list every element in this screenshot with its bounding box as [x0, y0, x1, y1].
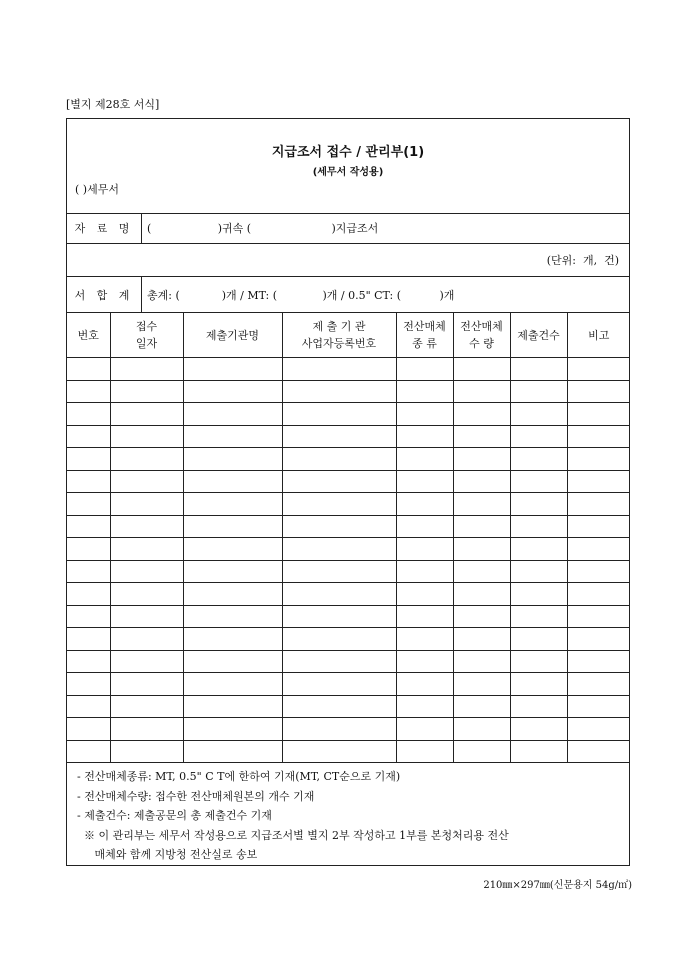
table-cell — [110, 403, 183, 426]
col-header: 접수 일자 — [110, 313, 183, 358]
table-cell — [282, 448, 396, 471]
table-cell — [110, 560, 183, 583]
table-cell — [396, 718, 453, 741]
table-cell — [67, 695, 110, 718]
table-cell — [453, 628, 510, 651]
table-row — [67, 515, 630, 538]
table-cell — [67, 403, 110, 426]
table-cell — [453, 650, 510, 673]
table-cell — [567, 470, 630, 493]
table-cell — [453, 605, 510, 628]
table-cell — [110, 650, 183, 673]
table-cell — [282, 380, 396, 403]
table-cell — [183, 493, 282, 516]
table-cell — [567, 358, 630, 381]
table-cell — [183, 425, 282, 448]
table-cell — [282, 605, 396, 628]
table-cell — [183, 538, 282, 561]
form-subtitle: (세무서 작성용) — [312, 167, 384, 178]
table-cell — [183, 448, 282, 471]
summary-row — [67, 277, 629, 313]
table-cell — [110, 493, 183, 516]
table-cell — [110, 380, 183, 403]
table-cell — [183, 583, 282, 606]
table-cell — [567, 650, 630, 673]
table-cell — [567, 605, 630, 628]
table-cell — [510, 515, 567, 538]
col-header: 전산매체 종 류 — [396, 313, 453, 358]
table-cell — [183, 605, 282, 628]
table-row — [67, 695, 630, 718]
table-cell — [510, 605, 567, 628]
table-cell — [396, 560, 453, 583]
table-cell — [453, 380, 510, 403]
table-cell — [67, 740, 110, 763]
table-cell — [282, 358, 396, 381]
table-cell — [282, 538, 396, 561]
table-cell — [453, 493, 510, 516]
table-cell — [453, 583, 510, 606]
table-cell — [453, 403, 510, 426]
table-row — [67, 538, 630, 561]
table-cell — [110, 358, 183, 381]
table-cell — [453, 560, 510, 583]
table-cell — [396, 470, 453, 493]
table-cell — [567, 628, 630, 651]
table-cell — [110, 515, 183, 538]
note-line: - 전산매체수량: 접수한 전산매체원본의 개수 기재 — [77, 789, 315, 803]
table-row — [67, 583, 630, 606]
table-cell — [510, 583, 567, 606]
table-cell — [110, 740, 183, 763]
table-cell — [282, 470, 396, 493]
table-cell — [396, 538, 453, 561]
table-cell — [183, 695, 282, 718]
table-row — [67, 470, 630, 493]
table-cell — [453, 538, 510, 561]
table-cell — [510, 425, 567, 448]
table-row — [67, 605, 630, 628]
table-cell — [67, 493, 110, 516]
col-header: 제출건수 — [510, 313, 567, 358]
table-cell — [183, 380, 282, 403]
table-cell — [567, 448, 630, 471]
table-cell — [282, 425, 396, 448]
table-cell — [110, 448, 183, 471]
table-cell — [567, 673, 630, 696]
table-cell — [510, 358, 567, 381]
table-cell — [282, 403, 396, 426]
table-row — [67, 380, 630, 403]
note-line: - 전산매체종류: MT, 0.5" C T에 한하여 기재(MT, CT순으로 기재) — [77, 770, 401, 783]
table-cell — [510, 403, 567, 426]
table-cell — [110, 470, 183, 493]
table-cell — [510, 470, 567, 493]
table-cell — [67, 380, 110, 403]
table-cell — [453, 718, 510, 741]
summary-value: 총계: ( )개 / MT: ( )개 / 0.5" CT: ( )개 — [147, 288, 455, 302]
tax-office-line: ( )세무서 — [75, 183, 119, 196]
table-cell — [396, 403, 453, 426]
table-cell — [453, 425, 510, 448]
table-cell — [282, 583, 396, 606]
table-cell — [567, 740, 630, 763]
table-cell — [510, 560, 567, 583]
table-row — [67, 358, 630, 381]
table-cell — [396, 740, 453, 763]
table-cell — [183, 515, 282, 538]
table-cell — [453, 673, 510, 696]
table-row — [67, 650, 630, 673]
table-cell — [453, 358, 510, 381]
table-cell — [110, 673, 183, 696]
table-cell — [67, 583, 110, 606]
register-form — [66, 118, 630, 866]
form-title: 지급조서 접수 / 관리부(1) — [271, 145, 425, 160]
table-cell — [510, 493, 567, 516]
table-cell — [567, 695, 630, 718]
table-row — [67, 403, 630, 426]
table-cell — [567, 403, 630, 426]
table-cell — [282, 673, 396, 696]
table-cell — [510, 650, 567, 673]
table-cell — [510, 538, 567, 561]
material-name-value: ( )귀속 ( )지급조서 — [147, 222, 379, 235]
table-cell — [67, 673, 110, 696]
table-cell — [110, 718, 183, 741]
unit-row — [67, 244, 629, 277]
table-cell — [453, 470, 510, 493]
table-row — [67, 425, 630, 448]
table-cell — [453, 448, 510, 471]
table-cell — [396, 605, 453, 628]
col-header: 제 출 기 관 사업자등록번호 — [282, 313, 396, 358]
material-name-row — [67, 213, 629, 244]
table-row — [67, 673, 630, 696]
table-cell — [510, 718, 567, 741]
table-cell — [282, 740, 396, 763]
note-line: ※ 이 관리부는 세무서 작성용으로 지급조서별 별지 2부 작성하고 1부를 본청처리용 전산 — [77, 828, 509, 842]
table-cell — [567, 538, 630, 561]
table-cell — [510, 380, 567, 403]
table-cell — [282, 515, 396, 538]
table-cell — [183, 560, 282, 583]
summary-label: 서 합 계 — [67, 277, 142, 312]
form-number-label: [별지 제28호 서식] — [66, 98, 160, 111]
table-cell — [67, 425, 110, 448]
table-cell — [282, 628, 396, 651]
table-cell — [67, 470, 110, 493]
table-body — [67, 358, 630, 763]
table-cell — [282, 493, 396, 516]
table-cell — [567, 560, 630, 583]
table-cell — [510, 740, 567, 763]
table-cell — [110, 628, 183, 651]
table-cell — [567, 493, 630, 516]
table-cell — [396, 448, 453, 471]
table-cell — [282, 695, 396, 718]
table-cell — [567, 380, 630, 403]
table-cell — [67, 605, 110, 628]
table-cell — [567, 515, 630, 538]
col-header: 제출기관명 — [183, 313, 282, 358]
material-name-label: 자 료 명 — [67, 213, 142, 243]
table-cell — [183, 673, 282, 696]
note-line: - 제출건수: 제출공문의 총 제출건수 기재 — [77, 809, 272, 822]
note-line: 매체와 함께 지방청 전산실로 송보 — [77, 848, 258, 861]
table-cell — [183, 470, 282, 493]
table-cell — [453, 740, 510, 763]
table-cell — [183, 740, 282, 763]
col-header: 전산매체 수 량 — [453, 313, 510, 358]
table-cell — [282, 718, 396, 741]
table-row — [67, 718, 630, 741]
table-cell — [396, 695, 453, 718]
table-cell — [396, 650, 453, 673]
form-header — [67, 119, 629, 214]
table-cell — [67, 560, 110, 583]
table-cell — [110, 605, 183, 628]
paper-size-footer: 210㎜×297㎜(신문용지 54g/㎡) — [483, 880, 632, 891]
table-cell — [510, 628, 567, 651]
table-cell — [183, 650, 282, 673]
table-cell — [510, 448, 567, 471]
table-cell — [396, 358, 453, 381]
table-header-row — [67, 313, 630, 358]
table-cell — [567, 425, 630, 448]
table-cell — [510, 673, 567, 696]
col-header: 번호 — [67, 313, 110, 358]
table-cell — [453, 515, 510, 538]
table-cell — [67, 448, 110, 471]
table-cell — [67, 515, 110, 538]
table-cell — [396, 380, 453, 403]
table-cell — [396, 673, 453, 696]
table-cell — [396, 493, 453, 516]
table-cell — [453, 695, 510, 718]
table-cell — [67, 358, 110, 381]
table-row — [67, 448, 630, 471]
table-cell — [183, 358, 282, 381]
table-cell — [510, 695, 567, 718]
col-header: 비고 — [567, 313, 630, 358]
table-row — [67, 628, 630, 651]
notes — [77, 767, 509, 865]
table-cell — [110, 425, 183, 448]
table-cell — [67, 650, 110, 673]
table-cell — [282, 560, 396, 583]
table-cell — [396, 628, 453, 651]
table-row — [67, 560, 630, 583]
table-cell — [396, 515, 453, 538]
table-row — [67, 740, 630, 763]
receipt-table — [67, 313, 630, 763]
table-cell — [396, 583, 453, 606]
table-cell — [396, 425, 453, 448]
unit-text: (단위: 개, 건) — [546, 254, 619, 267]
table-cell — [183, 628, 282, 651]
table-cell — [67, 628, 110, 651]
table-cell — [67, 718, 110, 741]
table-cell — [110, 695, 183, 718]
table-cell — [110, 583, 183, 606]
table-cell — [110, 538, 183, 561]
table-cell — [183, 718, 282, 741]
table-cell — [282, 650, 396, 673]
table-cell — [567, 718, 630, 741]
table-cell — [67, 538, 110, 561]
table-row — [67, 493, 630, 516]
table-cell — [183, 403, 282, 426]
table-cell — [567, 583, 630, 606]
